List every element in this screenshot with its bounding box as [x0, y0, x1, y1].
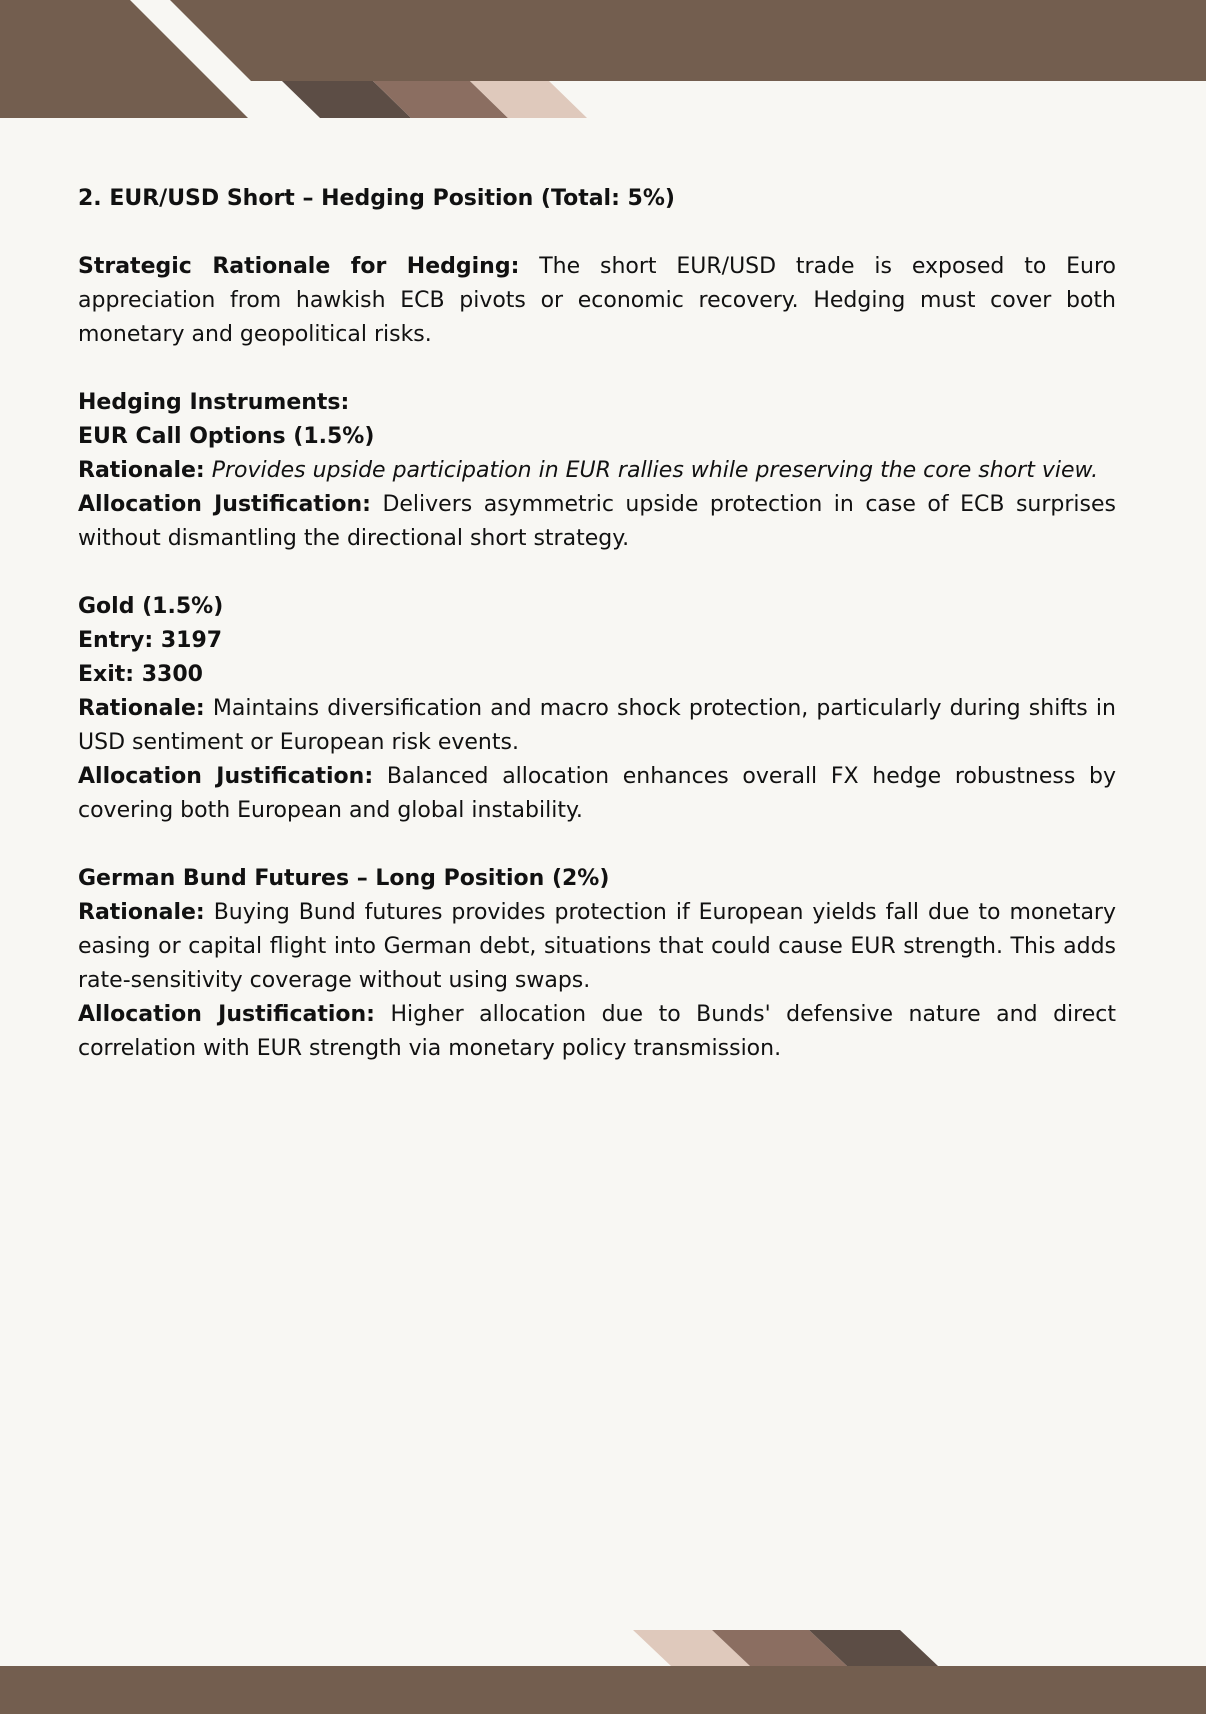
spacer [78, 556, 1116, 590]
strategic-rationale-paragraph [78, 250, 1116, 352]
allocation-label: Allocation Justification: [78, 492, 371, 517]
allocation-text: Balanced allocation enhances overall FX hedge robustness by covering both European and global instability. [78, 764, 1116, 823]
strategic-rationale-text: The short EUR/USD trade is exposed to Euro appreciation from hawkish ECB pivots or economic recovery. Hedging must cover both monetary and geopolitical risks. [78, 254, 1116, 347]
instrument-title-bund: German Bund Futures – Long Position (2%) [78, 866, 610, 891]
rationale-label: Rationale: [78, 696, 205, 721]
section-heading: 2. EUR/USD Short – Hedging Position (Total: 5%) [78, 186, 675, 211]
rationale-label: Rationale: [78, 458, 205, 483]
spacer [78, 828, 1116, 862]
allocation-label: Allocation Justification: [78, 1002, 375, 1027]
instrument-exit-gold: Exit: 3300 [78, 662, 203, 687]
instrument-rationale-gold [78, 692, 1116, 760]
instrument-title-gold: Gold (1.5%) [78, 594, 224, 619]
allocation-text: Delivers asymmetric upside protection in case of ECB surprises without dismantling the directional short strategy. [78, 492, 1116, 551]
spacer [78, 352, 1116, 386]
instrument-entry-gold: Entry: 3197 [78, 628, 223, 653]
header-decoration [0, 0, 1206, 120]
rationale-text: Provides upside participation in EUR rallies while preserving the core short view. [211, 458, 1099, 483]
instrument-allocation-bund [78, 998, 1116, 1066]
strategic-rationale-label: Strategic Rationale for Hedging: [78, 254, 520, 279]
instrument-rationale-bund [78, 896, 1116, 998]
instrument-allocation-gold [78, 760, 1116, 828]
instrument-rationale-eur-call [78, 454, 1116, 488]
instrument-title-eur-call: EUR Call Options (1.5%) [78, 424, 375, 449]
footer-decoration [0, 1620, 1206, 1714]
rationale-text: Buying Bund futures provides protection if European yields fall due to monetary easing or capital flight into German debt, situations that could cause EUR strength. This adds rate-sensitivity coverage without using swaps. [78, 900, 1116, 993]
header-left-block [0, 81, 248, 118]
spacer [78, 216, 1116, 250]
allocation-label: Allocation Justification: [78, 764, 374, 789]
rationale-text: Maintains diversification and macro shock protection, particularly during shifts in USD sentiment or European risk events. [78, 696, 1116, 755]
document-body [78, 182, 1116, 1066]
allocation-text: Higher allocation due to Bunds' defensive nature and direct correlation with EUR strength via monetary policy transmission. [78, 1002, 1116, 1061]
rationale-label: Rationale: [78, 900, 205, 925]
instruments-heading: Hedging Instruments: [78, 390, 350, 415]
footer-band [0, 1666, 1206, 1714]
instrument-allocation-eur-call [78, 488, 1116, 556]
